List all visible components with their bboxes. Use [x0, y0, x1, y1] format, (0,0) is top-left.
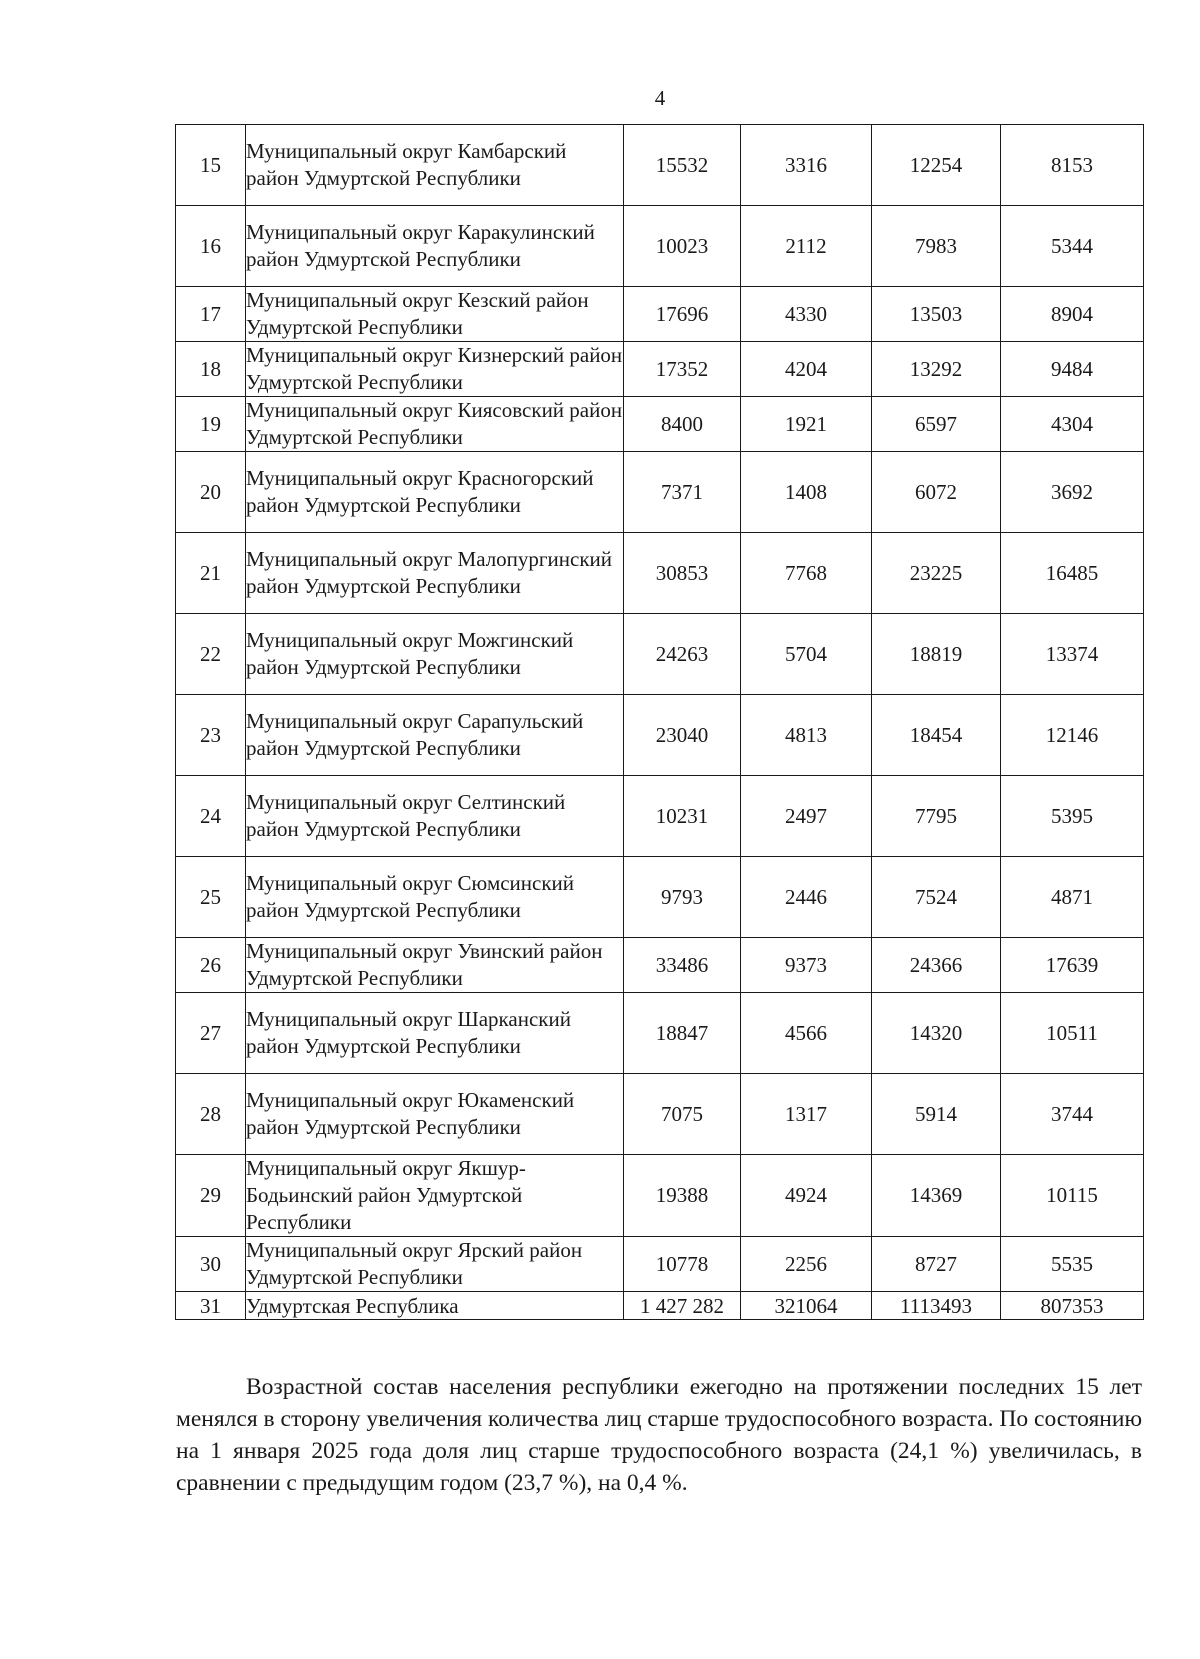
value-cell: 13292	[872, 342, 1001, 397]
value-cell: 10511	[1001, 993, 1144, 1074]
value-cell: 4813	[741, 695, 872, 776]
municipality-name: Муниципальный округ Кизнерский район Удмуртской Республики	[246, 342, 624, 397]
row-number: 25	[176, 857, 246, 938]
municipality-name: Муниципальный округ Красногорский район Удмуртской Республики	[246, 452, 624, 533]
value-cell: 7371	[624, 452, 741, 533]
value-cell: 6597	[872, 397, 1001, 452]
body-paragraph: Возрастной состав населения республики ежегодно на протяжении последних 15 лет менялся в сторону увеличения количества лиц старше трудоспособного возраста. По состоянию на 1 января 2025 года доля лиц старше трудоспособного возраста (24,1 %) увеличилась, в сравнении с предыдущим годом (23,7 %), на 0,4 %.	[176, 1374, 1142, 1496]
value-cell: 5395	[1001, 776, 1144, 857]
value-cell: 17352	[624, 342, 741, 397]
value-cell: 15532	[624, 125, 741, 206]
value-cell: 5914	[872, 1074, 1001, 1155]
value-cell: 8400	[624, 397, 741, 452]
value-cell: 16485	[1001, 533, 1144, 614]
row-number: 22	[176, 614, 246, 695]
value-cell: 6072	[872, 452, 1001, 533]
row-number: 15	[176, 125, 246, 206]
row-number: 30	[176, 1237, 246, 1292]
value-cell: 10115	[1001, 1155, 1144, 1237]
value-cell: 18819	[872, 614, 1001, 695]
value-cell: 12254	[872, 125, 1001, 206]
municipality-name: Муниципальный округ Шарканский район Удмуртской Республики	[246, 993, 624, 1074]
value-cell: 7768	[741, 533, 872, 614]
row-number: 16	[176, 206, 246, 287]
table-total-row	[176, 1292, 1144, 1320]
value-cell: 2256	[741, 1237, 872, 1292]
value-cell: 19388	[624, 1155, 741, 1237]
row-number: 29	[176, 1155, 246, 1237]
value-cell: 4924	[741, 1155, 872, 1237]
value-cell: 24366	[872, 938, 1001, 993]
table-row	[176, 452, 1144, 533]
value-cell: 7524	[872, 857, 1001, 938]
page-number: 4	[654, 86, 666, 110]
municipality-name: Муниципальный округ Каракулинский район Удмуртской Республики	[246, 206, 624, 287]
value-cell: 9373	[741, 938, 872, 993]
table-row	[176, 1237, 1144, 1292]
table-row	[176, 1155, 1144, 1237]
table-row	[176, 206, 1144, 287]
total-value-cell: 1113493	[872, 1292, 1001, 1320]
row-number: 24	[176, 776, 246, 857]
value-cell: 24263	[624, 614, 741, 695]
municipality-name: Муниципальный округ Увинский район Удмуртской Республики	[246, 938, 624, 993]
row-number: 18	[176, 342, 246, 397]
table-row	[176, 993, 1144, 1074]
value-cell: 13503	[872, 287, 1001, 342]
value-cell: 10231	[624, 776, 741, 857]
table-row	[176, 938, 1144, 993]
value-cell: 4566	[741, 993, 872, 1074]
row-number: 21	[176, 533, 246, 614]
row-number: 31	[176, 1292, 246, 1320]
table-row	[176, 125, 1144, 206]
population-table	[175, 124, 1144, 1320]
value-cell: 33486	[624, 938, 741, 993]
total-value-cell: 1 427 282	[624, 1292, 741, 1320]
value-cell: 14369	[872, 1155, 1001, 1237]
row-number: 23	[176, 695, 246, 776]
value-cell: 23040	[624, 695, 741, 776]
value-cell: 3744	[1001, 1074, 1144, 1155]
value-cell: 1317	[741, 1074, 872, 1155]
municipality-name: Муниципальный округ Ярский район Удмуртской Республики	[246, 1237, 624, 1292]
row-number: 27	[176, 993, 246, 1074]
value-cell: 18454	[872, 695, 1001, 776]
municipality-name: Муниципальный округ Камбарский район Удмуртской Республики	[246, 125, 624, 206]
value-cell: 8153	[1001, 125, 1144, 206]
value-cell: 4871	[1001, 857, 1144, 938]
value-cell: 17696	[624, 287, 741, 342]
value-cell: 23225	[872, 533, 1001, 614]
value-cell: 30853	[624, 533, 741, 614]
table-row	[176, 342, 1144, 397]
value-cell: 1921	[741, 397, 872, 452]
value-cell: 14320	[872, 993, 1001, 1074]
value-cell: 17639	[1001, 938, 1144, 993]
value-cell: 9484	[1001, 342, 1144, 397]
value-cell: 9793	[624, 857, 741, 938]
municipality-name: Муниципальный округ Селтинский район Удмуртской Республики	[246, 776, 624, 857]
table-row	[176, 776, 1144, 857]
value-cell: 10778	[624, 1237, 741, 1292]
municipality-name: Муниципальный округ Можгинский район Удмуртской Республики	[246, 614, 624, 695]
value-cell: 12146	[1001, 695, 1144, 776]
value-cell: 18847	[624, 993, 741, 1074]
value-cell: 8727	[872, 1237, 1001, 1292]
value-cell: 2112	[741, 206, 872, 287]
value-cell: 10023	[624, 206, 741, 287]
row-number: 19	[176, 397, 246, 452]
table-row	[176, 857, 1144, 938]
value-cell: 2446	[741, 857, 872, 938]
total-value-cell: 321064	[741, 1292, 872, 1320]
row-number: 26	[176, 938, 246, 993]
value-cell: 5535	[1001, 1237, 1144, 1292]
value-cell: 7795	[872, 776, 1001, 857]
row-number: 20	[176, 452, 246, 533]
value-cell: 3316	[741, 125, 872, 206]
row-number: 28	[176, 1074, 246, 1155]
value-cell: 7075	[624, 1074, 741, 1155]
municipality-name: Муниципальный округ Сарапульский район Удмуртской Республики	[246, 695, 624, 776]
table-row	[176, 695, 1144, 776]
table-row	[176, 287, 1144, 342]
municipality-name: Муниципальный округ Киясовский район Удмуртской Республики	[246, 397, 624, 452]
row-number: 17	[176, 287, 246, 342]
municipality-name: Муниципальный округ Юкаменский район Удмуртской Республики	[246, 1074, 624, 1155]
table-row	[176, 397, 1144, 452]
value-cell: 13374	[1001, 614, 1144, 695]
municipality-name: Муниципальный округ Кезский район Удмуртской Республики	[246, 287, 624, 342]
municipality-name: Муниципальный округ Сюмсинский район Удмуртской Республики	[246, 857, 624, 938]
value-cell: 4330	[741, 287, 872, 342]
value-cell: 5344	[1001, 206, 1144, 287]
total-value-cell: 807353	[1001, 1292, 1144, 1320]
table-row	[176, 1074, 1144, 1155]
table-row	[176, 533, 1144, 614]
value-cell: 2497	[741, 776, 872, 857]
value-cell: 5704	[741, 614, 872, 695]
value-cell: 3692	[1001, 452, 1144, 533]
value-cell: 8904	[1001, 287, 1144, 342]
municipality-name: Муниципальный округ Якшур-Бодьинский район Удмуртской Республики	[246, 1155, 624, 1237]
table-row	[176, 614, 1144, 695]
value-cell: 7983	[872, 206, 1001, 287]
value-cell: 4204	[741, 342, 872, 397]
value-cell: 1408	[741, 452, 872, 533]
municipality-name: Муниципальный округ Малопургинский район Удмуртской Республики	[246, 533, 624, 614]
municipality-name: Удмуртская Республика	[246, 1292, 624, 1320]
value-cell: 4304	[1001, 397, 1144, 452]
